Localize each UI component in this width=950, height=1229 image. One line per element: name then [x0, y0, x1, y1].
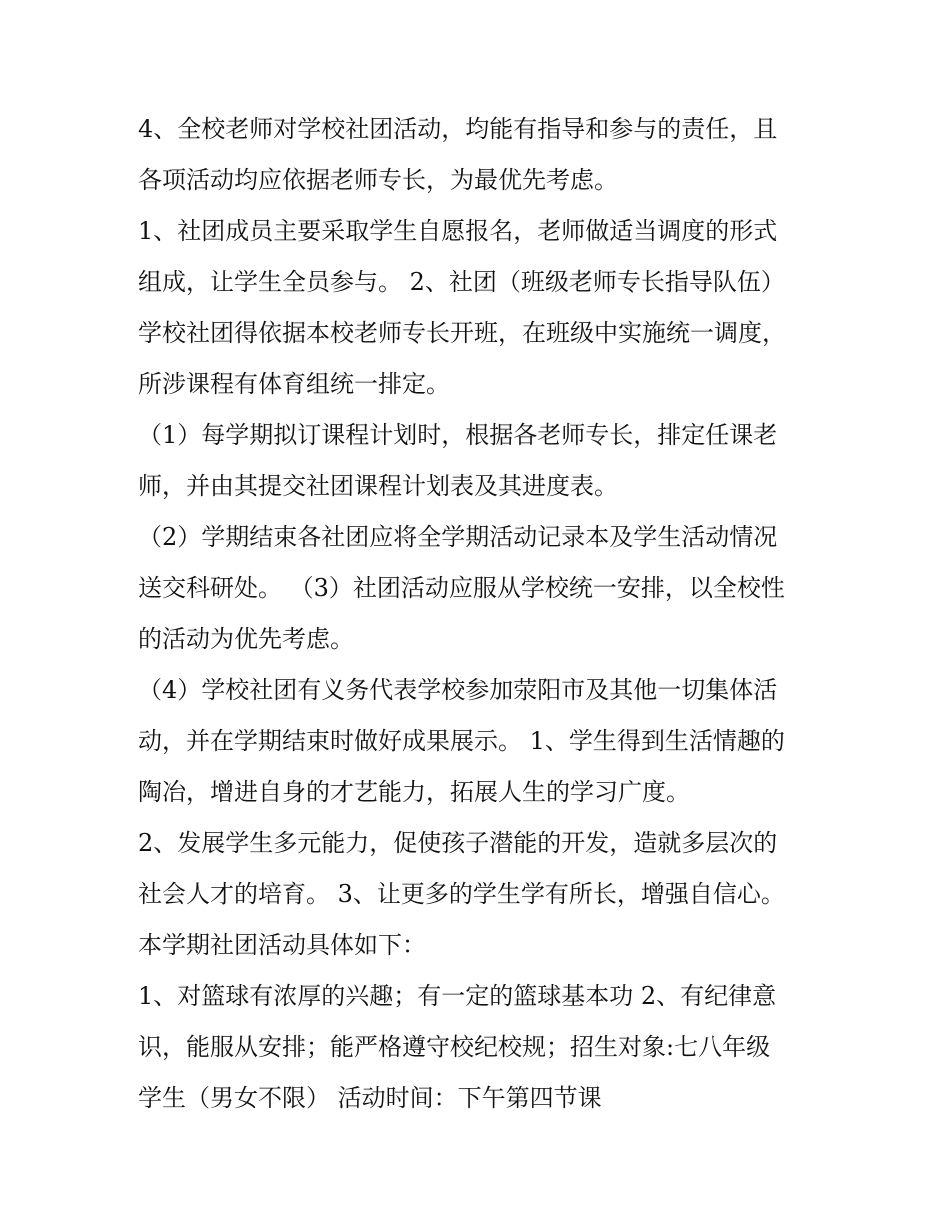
text-line: 动，并在学期结束时做好成果展示。 1、学生得到生活情趣的	[138, 727, 785, 755]
text-line: 1、对篮球有浓厚的兴趣；有一定的篮球基本功 2、有纪律意	[138, 982, 777, 1010]
text-line: 1、社团成员主要采取学生自愿报名，老师做适当调度的形式	[138, 217, 778, 245]
text-line: 各项活动均应依据老师专长，为最优先考虑。	[138, 166, 618, 194]
text-line: 2、发展学生多元能力，促使孩子潜能的开发，造就多层次的	[138, 829, 778, 857]
text-line: 学生（男女不限） 活动时间：下午第四节课	[138, 1084, 602, 1112]
text-line: 送交科研处。 （3）社团活动应服从学校统一安排，以全校性	[138, 574, 785, 602]
text-line: 师，并由其提交社团课程计划表及其进度表。	[138, 472, 618, 500]
text-line: （2）学期结束各社团应将全学期活动记录本及学生活动情况	[138, 523, 778, 551]
document-body	[138, 104, 818, 1124]
text-line: 陶冶，增进自身的才艺能力，拓展人生的学习广度。	[138, 778, 690, 806]
text-line: 识，能服从安排；能严格遵守校纪校规；招生对象:七八年级	[138, 1033, 771, 1061]
text-line: （4）学校社团有义务代表学校参加荥阳市及其他一切集体活	[138, 676, 778, 704]
text-line: 组成，让学生全员参与。 2、社团（班级老师专长指导队伍）	[138, 268, 785, 296]
text-line: 4、全校老师对学校社团活动，均能有指导和参与的责任，且	[138, 115, 778, 143]
text-line: 的活动为优先考虑。	[138, 625, 354, 653]
text-line: 所涉课程有体育组统一排定。	[138, 370, 450, 398]
text-line: 社会人才的培育。 3、让更多的学生学有所长，增强自信心。	[138, 880, 785, 908]
text-line: （1）每学期拟订课程计划时，根据各老师专长，排定任课老	[138, 421, 778, 449]
text-line: 本学期社团活动具体如下：	[138, 931, 426, 959]
text-line: 学校社团得依据本校老师专长开班，在班级中实施统一调度，	[138, 319, 786, 347]
